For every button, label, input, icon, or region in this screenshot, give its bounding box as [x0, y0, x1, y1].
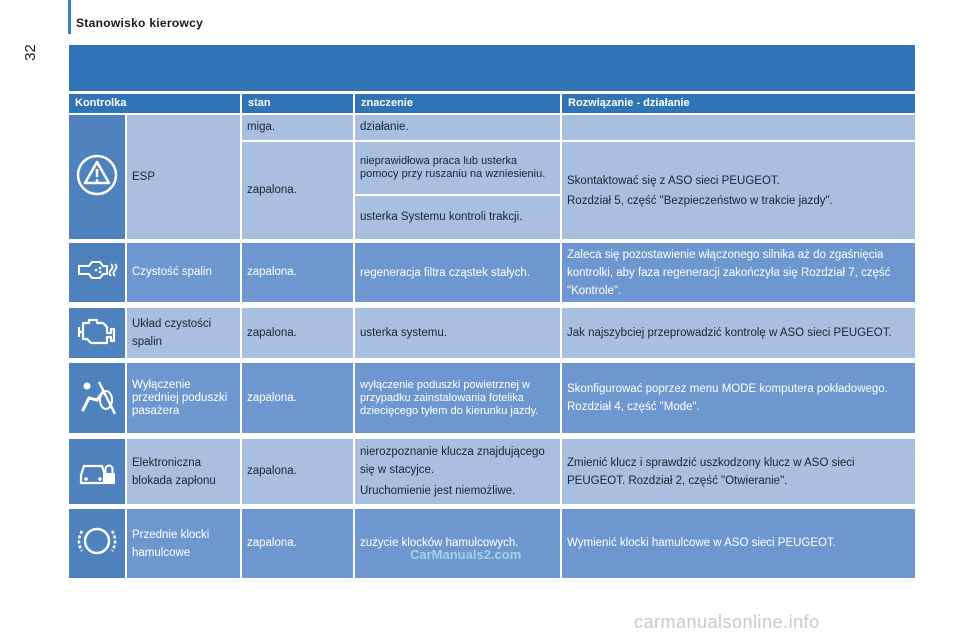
engine-name: Układ czystości spalin: [127, 308, 240, 358]
header-rozwiazanie: Rozwiązanie - działanie: [562, 94, 915, 113]
immobiliser-meaning-block: [355, 439, 560, 504]
brake-pads-icon: [73, 517, 121, 570]
airbag-meaning: wyłączenie poduszki powietrznej w przypadku zainstalowania fotelika dziecięcego tyłem do kierunku jazdy.: [355, 363, 560, 433]
esp-action-block: [562, 142, 915, 239]
brake-action: Wymienić klocki hamulcowe w ASO sieci PEUGEOT.: [562, 509, 915, 578]
section-title: Stanowisko kierowcy: [76, 16, 204, 30]
esp-meaning-2: nieprawidłowa praca lub usterka pomocy przy ruszaniu na wzniesieniu.: [355, 142, 560, 194]
esp-meaning-3: usterka Systemu kontroli trakcji.: [355, 196, 560, 239]
particle-icon-cell: [69, 243, 125, 302]
airbag-icon-cell: [69, 363, 125, 433]
section-accent-bar: [68, 0, 71, 34]
immobiliser-meaning-1: nierozpoznanie klucza znajdującego się w stacyjce.: [360, 446, 545, 476]
esp-action-2: Skontaktować się z ASO sieci PEUGEOT.: [567, 174, 780, 187]
immobiliser-name: Elektroniczna blokada zapłonu: [127, 439, 240, 504]
brake-name: Przednie klocki hamulcowe: [127, 509, 240, 578]
airbag-name: Wyłączenie przedniej poduszki pasażera: [127, 363, 240, 433]
airbag-state: zapalona.: [242, 363, 353, 433]
esp-state-1: miga.: [242, 115, 353, 140]
header-stan: stan: [242, 94, 353, 113]
inline-watermark: CarManuals2.com: [410, 547, 522, 562]
immobiliser-state: zapalona.: [242, 439, 353, 504]
immobiliser-icon-cell: [69, 439, 125, 504]
airbag-off-icon: [73, 372, 121, 425]
particle-state: zapalona.: [242, 243, 353, 302]
table-banner: [69, 45, 915, 91]
airbag-action: Skonfigurować poprzez menu MODE komputera pokładowego. Rozdział 4, część "Mode".: [562, 363, 915, 433]
esp-meaning-1: działanie.: [355, 115, 560, 140]
engine-icon: [73, 307, 121, 360]
header-kontrolka: Kontrolka: [69, 94, 240, 113]
particle-meaning: regeneracja filtra cząstek stałych.: [355, 243, 560, 302]
particle-filter-icon: [73, 246, 121, 299]
footer-watermark: carmanualsonline.info: [634, 612, 820, 632]
esp-name: ESP: [127, 115, 240, 239]
esp-action-3: Rozdział 5, część "Bezpieczeństwo w trakcie jazdy".: [567, 194, 833, 207]
esp-warning-triangle-icon: [73, 151, 121, 204]
engine-action: Jak najszybciej przeprowadzić kontrolę w ASO sieci PEUGEOT.: [562, 308, 915, 358]
header-znaczenie: znaczenie: [355, 94, 560, 113]
particle-action: Zaleca się pozostawienie włączonego silnika aż do zgaśnięcia kontrolki, aby faza regeneracji zakończyła się Rozdział 7, część "Kontrole".: [562, 243, 915, 302]
brake-meaning: zużycie klocków hamulcowych.: [355, 509, 560, 578]
engine-meaning: usterka systemu.: [355, 308, 560, 358]
brake-icon-cell: [69, 509, 125, 578]
esp-action-1: [562, 115, 915, 140]
brake-state: zapalona.: [242, 509, 353, 578]
esp-state-2: zapalona.: [242, 142, 353, 239]
engine-state: zapalona.: [242, 308, 353, 358]
immobiliser-icon: [73, 445, 121, 498]
engine-icon-cell: [69, 308, 125, 358]
immobiliser-action: Zmienić klucz i sprawdzić uszkodzony klucz w ASO sieci PEUGEOT. Rozdział 2, część "Otwieranie".: [562, 439, 915, 504]
esp-icon-cell: [69, 115, 125, 239]
page-number: 32: [21, 44, 39, 61]
particle-name: Czystość spalin: [127, 243, 240, 302]
immobiliser-meaning-2: Uruchomienie jest niemożliwe.: [360, 485, 516, 497]
